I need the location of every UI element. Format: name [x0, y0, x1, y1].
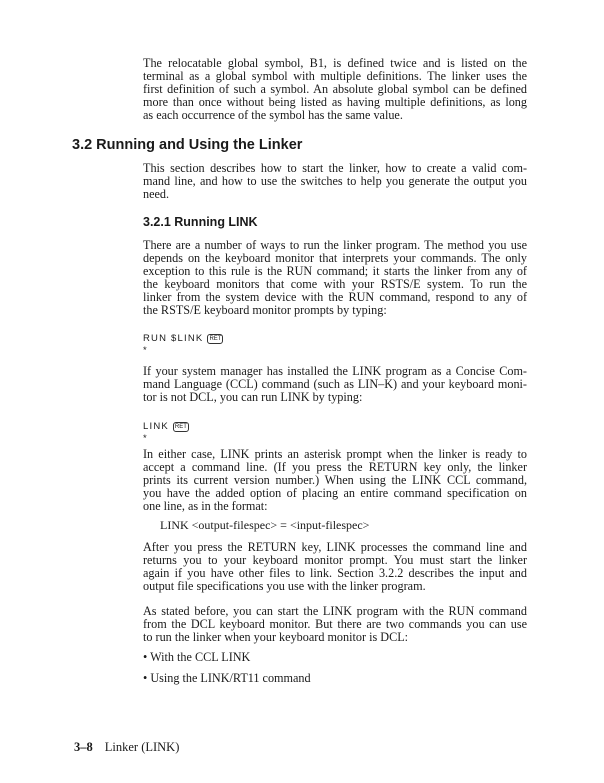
- chapter-title: Linker (LINK): [104, 740, 180, 754]
- run-command: RUN $LINK: [143, 333, 204, 344]
- text-line: one line, as in the format:: [143, 499, 268, 513]
- paragraph-asterisk-prompt: [143, 448, 527, 513]
- paragraph-ccl-command: [143, 365, 527, 404]
- bullet-item: • With the CCL LINK: [143, 650, 251, 664]
- paragraph-section-intro: [143, 162, 527, 201]
- page-number: 3–8: [74, 740, 93, 754]
- bullet-item: • Using the LINK/RT11 command: [143, 671, 311, 685]
- text-line: need.: [143, 187, 170, 201]
- text-line: In either case, LINK prints an asterisk prompt when the linker is ready to: [143, 447, 527, 461]
- subsection-heading: 3.2.1 Running LINK: [143, 215, 258, 229]
- text-line: to run the linker when your keyboard monitor is DCL:: [143, 630, 409, 644]
- text-line: as each occurrence of the symbol has the same value.: [143, 108, 403, 122]
- command-format: LINK <output-filespec> = <input-filespec>: [160, 518, 370, 532]
- text-line: There are a number of ways to run the linker program. The method you use: [143, 238, 527, 252]
- bullet-text: Using the LINK/RT11 command: [150, 671, 311, 685]
- code-link: [143, 421, 189, 445]
- text-line: linker from the system device with the RUN command, respond to any of: [143, 290, 527, 304]
- bullet-text: With the CCL LINK: [150, 650, 251, 664]
- code-run-link: [143, 333, 223, 357]
- return-key-icon: RET: [174, 424, 187, 430]
- text-line: This section describes how to start the linker, how to create a valid com-: [143, 161, 527, 175]
- text-line: again if you have other files to link. Section 3.2.2 describes the input and: [143, 566, 527, 580]
- text-line: the RSTS/E keyboard monitor prompts by typing:: [143, 303, 387, 317]
- text-line: depends on the keyboard monitor that interprets your commands. The only: [143, 251, 527, 265]
- text-line: exception to this rule is the RUN command; it starts the linker from any of: [143, 264, 527, 278]
- text-line: prints its current version number.) When using the LINK CCL command,: [143, 473, 527, 487]
- text-line: The relocatable global symbol, B1, is defined twice and is listed on the: [143, 56, 527, 70]
- text-line: tor is not DCL, you can run LINK by typing:: [143, 390, 363, 404]
- paragraph-running-link: [143, 239, 527, 317]
- text-line: first definition of such a symbol. An absolute global symbol can be defined: [143, 82, 527, 96]
- text-line: you have the added option of placing an entire command specification on: [143, 486, 527, 500]
- section-heading: 3.2 Running and Using the Linker: [72, 137, 303, 153]
- return-key-icon: RET: [209, 336, 222, 342]
- text-line: more than once without being listed as having multiple definitions, as long: [143, 95, 527, 109]
- page-footer: [74, 740, 179, 755]
- text-line: If your system manager has installed the LINK program as a Concise Com-: [143, 364, 527, 378]
- asterisk-prompt: *: [143, 345, 148, 356]
- text-line: from the DCL keyboard monitor. But there are two commands you can use: [143, 617, 527, 631]
- text-line: returns you to your keyboard monitor prompt. You must start the linker: [143, 553, 527, 567]
- text-line: After you press the RETURN key, LINK processes the command line and: [143, 540, 527, 554]
- paragraph-after-return: [143, 541, 527, 593]
- text-line: terminal as a global symbol with multiple definitions. The linker uses the: [143, 69, 527, 83]
- asterisk-prompt: *: [143, 433, 148, 444]
- text-line: mand Language (CCL) command (such as LIN–K) and your keyboard moni-: [143, 377, 527, 391]
- text-line: output file specifications you use with the linker program.: [143, 579, 426, 593]
- text-line: mand line, and how to use the switches to help you generate the output you: [143, 174, 527, 188]
- link-command: LINK: [143, 421, 169, 432]
- text-line: accept a command line. (If you press the RETURN key only, the linker: [143, 460, 527, 474]
- text-line: As stated before, you can start the LINK program with the RUN command: [143, 604, 527, 618]
- text-line: the keyboard monitors that come with your RSTS/E system. To run the: [143, 277, 527, 291]
- paragraph-multiple-definitions: [143, 57, 527, 122]
- paragraph-dcl-commands: [143, 605, 527, 644]
